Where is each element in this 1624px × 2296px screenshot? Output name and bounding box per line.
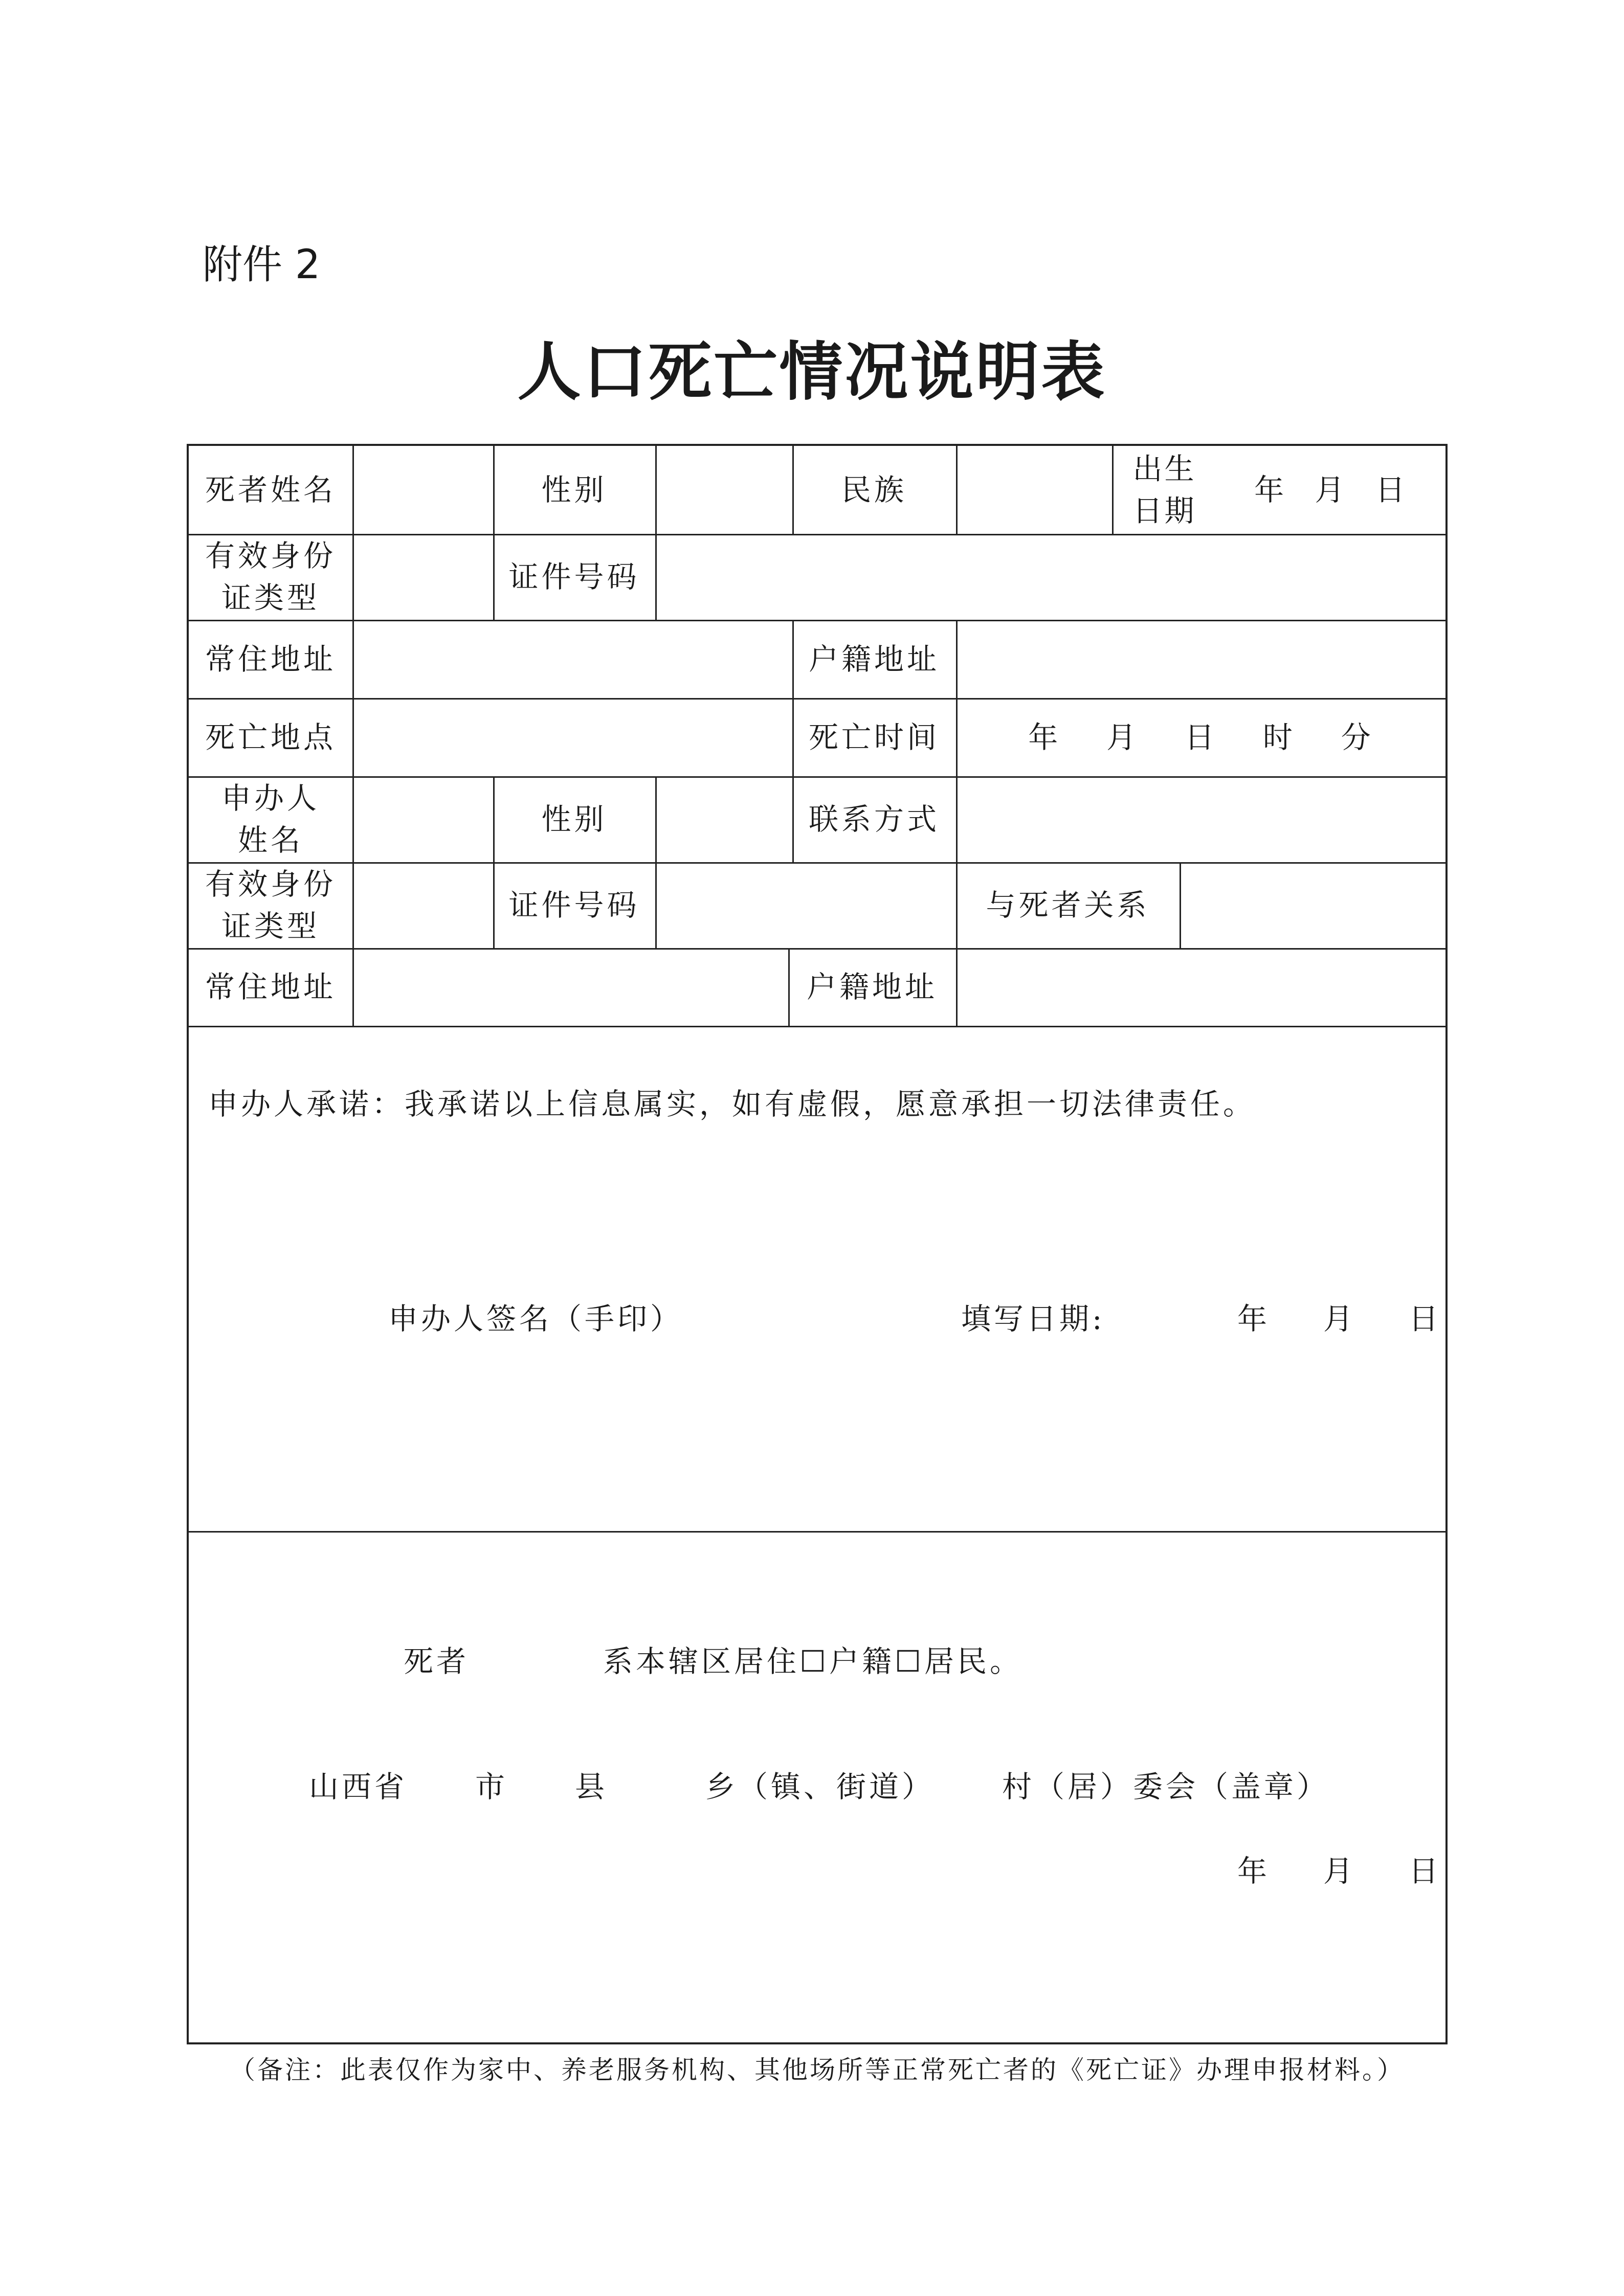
- applicant-relationship-field[interactable]: [1181, 864, 1444, 947]
- applicant-id-number-field[interactable]: [657, 864, 955, 947]
- deceased-name-label: 死者姓名: [205, 472, 336, 507]
- fill-date-label: 填写日期:: [961, 1301, 1105, 1336]
- cert-deceased-prefix: 死者: [404, 1644, 470, 1679]
- deceased-household-label: 户籍地址: [808, 641, 940, 677]
- annex-label: 附件 2: [203, 242, 321, 288]
- signature-field[interactable]: [649, 1279, 854, 1336]
- applicant-contact-label: 联系方式: [808, 802, 940, 837]
- cert-date-day: 日: [1409, 1854, 1442, 1888]
- applicant-gender-label: 性别: [541, 802, 607, 837]
- cert-province: 山西省: [309, 1769, 408, 1804]
- applicant-id-type-field[interactable]: [354, 864, 492, 947]
- fill-date-year: 年: [1237, 1301, 1271, 1336]
- deceased-id-number-field[interactable]: [657, 535, 1444, 618]
- deceased-ethnicity-field[interactable]: [958, 447, 1110, 532]
- death-time-label: 死亡时间: [808, 719, 940, 755]
- deceased-gender-label: 性别: [541, 472, 607, 507]
- cert-city: 市: [475, 1769, 508, 1804]
- cert-date-month: 月: [1323, 1854, 1356, 1888]
- cert-township: 乡（镇、街道）: [705, 1769, 935, 1804]
- applicant-household-label: 户籍地址: [806, 970, 938, 1004]
- applicant-id-type-label: 有效身份 证类型: [205, 867, 336, 943]
- applicant-residence-label: 常住地址: [205, 970, 336, 1004]
- cert-deceased-suffix: 系本辖区居住☐户籍☐居民。: [603, 1644, 1022, 1679]
- applicant-household-field[interactable]: [958, 950, 1444, 1024]
- deceased-ethnicity-label: 民族: [841, 472, 907, 507]
- deceased-name-field[interactable]: [354, 447, 492, 532]
- row-divider: [189, 1531, 1445, 1533]
- footnote: （备注：此表仅作为家中、养老服务机构、其他场所等正常死亡者的《死亡证》办理申报材料。）: [230, 2055, 1405, 2085]
- cert-village: 村（居）委会（盖章）: [1002, 1769, 1330, 1804]
- death-time-field[interactable]: 年 月 日 时 分: [1028, 719, 1374, 755]
- deceased-gender-field[interactable]: [657, 447, 791, 532]
- birth-date-label: 出生 日期: [1132, 452, 1196, 528]
- applicant-relationship-label: 与死者关系: [986, 888, 1150, 922]
- applicant-contact-field[interactable]: [958, 778, 1444, 861]
- deceased-household-field[interactable]: [958, 621, 1444, 696]
- deceased-residence-label: 常住地址: [205, 641, 336, 677]
- death-place-field[interactable]: [354, 700, 791, 775]
- deceased-residence-field[interactable]: [354, 621, 791, 696]
- cert-date-year: 年: [1237, 1854, 1271, 1888]
- form-title: 人口死亡情况说明表: [517, 335, 1107, 409]
- applicant-name-field[interactable]: [354, 778, 492, 861]
- applicant-gender-field[interactable]: [657, 778, 791, 861]
- deceased-id-type-label: 有效身份 证类型: [205, 538, 336, 615]
- applicant-residence-field[interactable]: [354, 950, 787, 1024]
- deceased-id-type-field[interactable]: [354, 535, 492, 618]
- death-statement-form: [187, 444, 1448, 2044]
- fill-date-day: 日: [1409, 1301, 1442, 1336]
- cert-county: 县: [575, 1769, 608, 1804]
- applicant-name-label: 申办人 姓名: [221, 781, 320, 858]
- row-divider: [189, 1026, 1445, 1027]
- pledge-text: 申办人承诺：我承诺以上信息属实，如有虚假，愿意承担一切法律责任。: [208, 1087, 1256, 1121]
- fill-date-month: 月: [1323, 1301, 1356, 1336]
- birth-date-field[interactable]: 年 月 日: [1254, 472, 1408, 507]
- deceased-id-number-label: 证件号码: [508, 559, 640, 594]
- signature-label: 申办人签名（手印）: [388, 1301, 683, 1336]
- death-place-label: 死亡地点: [205, 719, 336, 755]
- applicant-id-number-label: 证件号码: [508, 888, 640, 922]
